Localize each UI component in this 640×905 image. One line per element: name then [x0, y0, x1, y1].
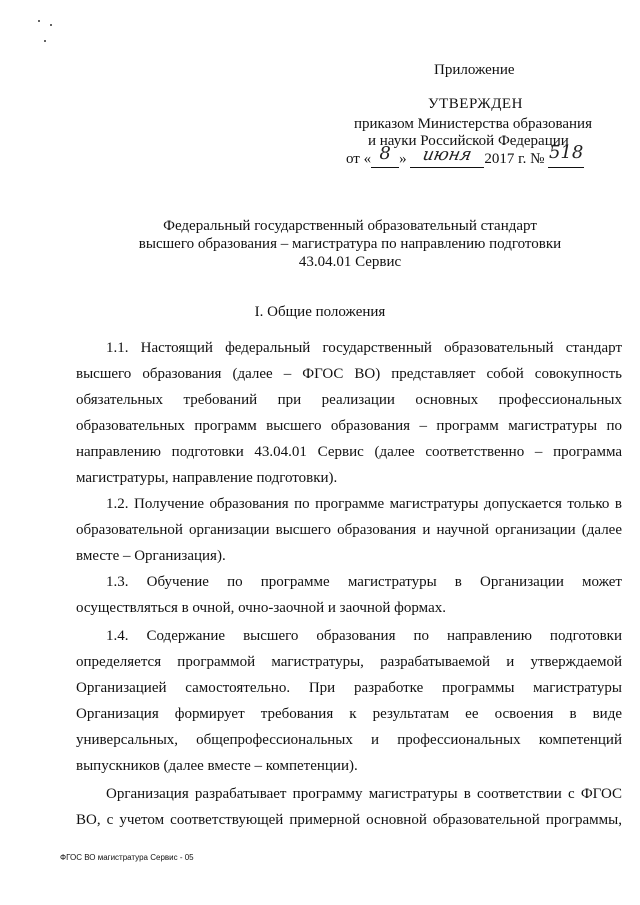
paragraph-line: Организацией самостоятельно. При разработке программы магистратуры: [76, 680, 622, 696]
date-mid: »: [399, 151, 407, 167]
appendix-label: Приложение: [434, 62, 515, 78]
paragraph-line: 1.2. Получение образования по программе магистратуры допускается только в: [106, 496, 622, 512]
scan-speck: [50, 24, 52, 26]
date-prefix: от «: [346, 151, 372, 167]
paragraph-line: обязательных требований при реализации основных профессиональных: [76, 392, 622, 408]
order-date-line: [346, 142, 584, 168]
paragraph-line: ВО, с учетом соответствующей примерной основной образовательной программы,: [76, 812, 622, 828]
paragraph-line: определяется программой магистратуры, разрабатываемой и утверждаемой: [76, 654, 622, 670]
page-footer: ФГОС ВО магистратура Сервис - 05: [60, 853, 194, 862]
handwritten-order-number: 518: [548, 142, 584, 163]
paragraph-line: образовательной организации высшего образования и научной организации (далее: [76, 522, 622, 538]
date-year: 2017 г. №: [484, 151, 545, 167]
document-title-line-3: 43.04.01 Сервис: [298, 254, 402, 270]
paragraph-line: 1.4. Содержание высшего образования по направлению подготовки: [106, 628, 622, 644]
scan-speck: [38, 20, 40, 22]
order-line-1: приказом Министерства образования: [354, 116, 592, 132]
document-title-line-1: Федеральный государственный образовательный стандарт: [163, 218, 537, 234]
paragraph-line: высшего образования (далее – ФГОС ВО) представляет собой совокупность: [76, 366, 622, 382]
handwritten-day: 8: [379, 143, 391, 164]
paragraph-line: Организация формирует требования к результатам ее освоения в виде: [76, 706, 622, 722]
paragraph-line: вместе – Организация).: [76, 548, 226, 564]
scan-speck: [44, 40, 46, 42]
paragraph-line: 1.3. Обучение по программе магистратуры в Организации может: [106, 574, 622, 590]
paragraph-line: осуществляться в очной, очно-заочной и заочной формах.: [76, 600, 446, 616]
document-title-line-2: высшего образования – магистратура по направлению подготовки: [138, 236, 562, 252]
paragraph-line: Организация разрабатывает программу магистратуры в соответствии с ФГОС: [106, 786, 622, 802]
paragraph-line: образовательных программ высшего образования – программ магистратуры по: [76, 418, 622, 434]
paragraph-line: магистратуры, направление подготовки).: [76, 470, 338, 486]
paragraph-line: универсальных, общепрофессиональных и профессиональных компетенций: [76, 732, 622, 748]
approved-label: УТВЕРЖДЕН: [428, 96, 523, 112]
paragraph-line: 1.1. Настоящий федеральный государственный образовательный стандарт: [106, 340, 622, 356]
paragraph-line: выпускников (далее вместе – компетенции).: [76, 758, 358, 774]
handwritten-month: июня: [421, 145, 474, 165]
section-heading: I. Общие положения: [254, 304, 386, 320]
order-line-2: и науки Российской Федерации: [368, 133, 569, 149]
paragraph-line: направлению подготовки 43.04.01 Сервис (далее соответственно – программа: [76, 444, 622, 460]
